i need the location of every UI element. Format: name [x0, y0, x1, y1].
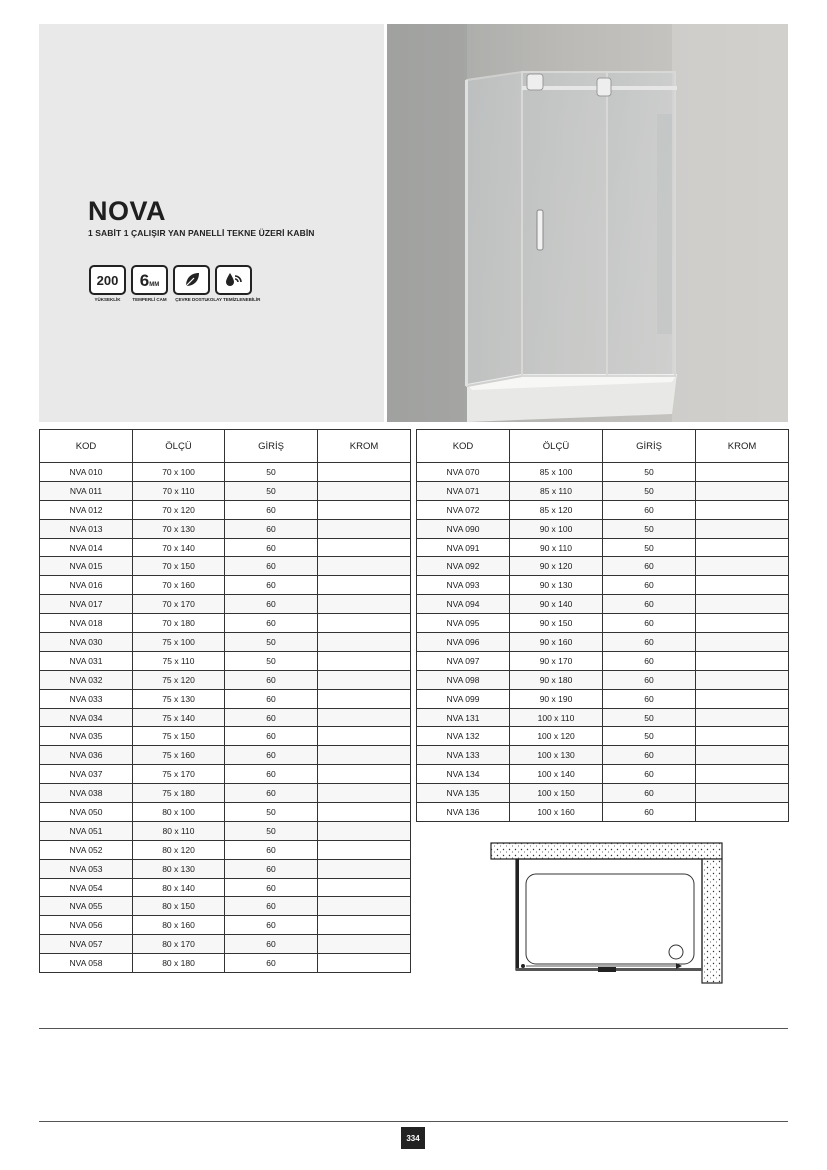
- badge-label: ÇEVRE DOSTU: [175, 297, 208, 302]
- cell-code: NVA 133: [417, 746, 510, 765]
- cell-chrome: [318, 614, 411, 633]
- shower-cabin-illustration: [387, 24, 788, 422]
- cell-code: NVA 018: [40, 614, 133, 633]
- water-drop-icon: [224, 270, 244, 290]
- cell-entry: 50: [225, 651, 318, 670]
- cell-entry: 50: [225, 821, 318, 840]
- table-row: [417, 481, 789, 500]
- cell-chrome: [696, 803, 789, 822]
- feature-badges: [89, 265, 261, 302]
- cell-entry: 60: [603, 633, 696, 652]
- eco-badge: [173, 265, 210, 302]
- table-row: [40, 935, 411, 954]
- table-row: [40, 954, 411, 973]
- cell-entry: 60: [225, 708, 318, 727]
- cell-chrome: [318, 765, 411, 784]
- cell-size: 90 x 150: [510, 614, 603, 633]
- cell-chrome: [318, 784, 411, 803]
- table-row: [417, 595, 789, 614]
- cell-chrome: [318, 708, 411, 727]
- table-row: [40, 821, 411, 840]
- cell-size: 85 x 120: [510, 500, 603, 519]
- table-row: [417, 614, 789, 633]
- table-row: [417, 538, 789, 557]
- cell-size: 75 x 150: [133, 727, 225, 746]
- side-glass-panel: [516, 859, 519, 970]
- glass-thickness-badge: [131, 265, 168, 302]
- cell-size: 80 x 140: [133, 878, 225, 897]
- cell-entry: 60: [225, 954, 318, 973]
- cell-code: NVA 050: [40, 803, 133, 822]
- cell-code: NVA 097: [417, 651, 510, 670]
- cell-entry: 60: [603, 670, 696, 689]
- table-header-row: [40, 430, 411, 463]
- cell-code: NVA 010: [40, 463, 133, 482]
- cell-chrome: [318, 840, 411, 859]
- col-header-code: KOD: [40, 430, 133, 463]
- cell-code: NVA 032: [40, 670, 133, 689]
- table-row: [40, 463, 411, 482]
- cell-code: NVA 052: [40, 840, 133, 859]
- cell-size: 70 x 160: [133, 576, 225, 595]
- cell-size: 90 x 190: [510, 689, 603, 708]
- cell-size: 85 x 100: [510, 463, 603, 482]
- cell-size: 90 x 140: [510, 595, 603, 614]
- table-row: [40, 708, 411, 727]
- door-pivot-mark: [521, 964, 525, 968]
- cell-entry: 50: [225, 463, 318, 482]
- cell-entry: 60: [603, 784, 696, 803]
- cell-entry: 60: [225, 765, 318, 784]
- cell-entry: 60: [603, 576, 696, 595]
- cell-code: NVA 030: [40, 633, 133, 652]
- cell-code: NVA 072: [417, 500, 510, 519]
- cell-size: 70 x 130: [133, 519, 225, 538]
- cell-size: 100 x 110: [510, 708, 603, 727]
- table-row: [40, 670, 411, 689]
- cell-entry: 60: [225, 859, 318, 878]
- warranty-value: 200: [96, 272, 119, 288]
- cell-entry: 60: [603, 803, 696, 822]
- table-header-row: [417, 430, 789, 463]
- col-header-chrome: KROM: [696, 430, 789, 463]
- col-header-code: KOD: [417, 430, 510, 463]
- cell-size: 75 x 140: [133, 708, 225, 727]
- product-title: NOVA: [88, 196, 167, 226]
- cell-size: 70 x 110: [133, 481, 225, 500]
- cell-chrome: [318, 878, 411, 897]
- cell-entry: 60: [225, 576, 318, 595]
- thickness-unit: MM: [149, 281, 160, 288]
- table-row: [40, 557, 411, 576]
- cell-code: NVA 054: [40, 878, 133, 897]
- table-row: [417, 708, 789, 727]
- cell-code: NVA 036: [40, 746, 133, 765]
- cell-entry: 60: [603, 557, 696, 576]
- table-row: [417, 689, 789, 708]
- cell-code: NVA 014: [40, 538, 133, 557]
- cell-size: 75 x 170: [133, 765, 225, 784]
- cell-entry: 60: [603, 595, 696, 614]
- cell-entry: 50: [225, 803, 318, 822]
- cell-chrome: [318, 916, 411, 935]
- cell-chrome: [318, 633, 411, 652]
- footer-divider-top: [39, 1028, 788, 1029]
- table-row: [40, 840, 411, 859]
- cell-chrome: [318, 670, 411, 689]
- cell-chrome: [318, 651, 411, 670]
- cell-entry: 50: [603, 463, 696, 482]
- cell-size: 90 x 100: [510, 519, 603, 538]
- badge-label: YÜKSEKLİK: [94, 297, 121, 302]
- col-header-entry: GİRİŞ: [225, 430, 318, 463]
- table-row: [417, 727, 789, 746]
- cell-entry: 60: [225, 935, 318, 954]
- cell-chrome: [696, 727, 789, 746]
- cell-chrome: [696, 519, 789, 538]
- cell-code: NVA 096: [417, 633, 510, 652]
- cell-entry: 60: [225, 689, 318, 708]
- easy-clean-badge: [206, 265, 261, 302]
- cell-entry: 60: [225, 538, 318, 557]
- cell-entry: 60: [225, 840, 318, 859]
- cell-chrome: [696, 538, 789, 557]
- cell-chrome: [696, 500, 789, 519]
- cell-chrome: [318, 935, 411, 954]
- cell-chrome: [696, 784, 789, 803]
- cell-size: 75 x 180: [133, 784, 225, 803]
- cell-entry: 60: [225, 614, 318, 633]
- cell-code: NVA 058: [40, 954, 133, 973]
- cell-chrome: [696, 633, 789, 652]
- cell-size: 70 x 150: [133, 557, 225, 576]
- cell-code: NVA 015: [40, 557, 133, 576]
- cell-code: NVA 091: [417, 538, 510, 557]
- cell-code: NVA 056: [40, 916, 133, 935]
- cell-entry: 50: [603, 538, 696, 557]
- cell-chrome: [696, 614, 789, 633]
- cell-chrome: [696, 651, 789, 670]
- cell-entry: 50: [603, 519, 696, 538]
- cell-size: 80 x 110: [133, 821, 225, 840]
- col-header-entry: GİRİŞ: [603, 430, 696, 463]
- table-row: [40, 614, 411, 633]
- cell-code: NVA 035: [40, 727, 133, 746]
- cell-size: 80 x 160: [133, 916, 225, 935]
- cell-size: 90 x 110: [510, 538, 603, 557]
- table-row: [40, 784, 411, 803]
- cell-size: 75 x 100: [133, 633, 225, 652]
- cell-code: NVA 037: [40, 765, 133, 784]
- cell-entry: 50: [225, 633, 318, 652]
- cell-size: 80 x 180: [133, 954, 225, 973]
- cell-chrome: [696, 463, 789, 482]
- drain-icon: [669, 945, 683, 959]
- cell-code: NVA 131: [417, 708, 510, 727]
- cell-entry: 60: [225, 916, 318, 935]
- cell-entry: 60: [603, 500, 696, 519]
- cell-chrome: [318, 859, 411, 878]
- door-handle-mark: [598, 967, 616, 972]
- table-row: [40, 538, 411, 557]
- cell-size: 100 x 140: [510, 765, 603, 784]
- cell-chrome: [318, 557, 411, 576]
- table-row: [40, 481, 411, 500]
- cell-size: 70 x 140: [133, 538, 225, 557]
- cell-chrome: [696, 746, 789, 765]
- cell-code: NVA 094: [417, 595, 510, 614]
- cell-code: NVA 057: [40, 935, 133, 954]
- cell-code: NVA 136: [417, 803, 510, 822]
- table-row: [417, 633, 789, 652]
- cell-size: 75 x 120: [133, 670, 225, 689]
- cell-code: NVA 053: [40, 859, 133, 878]
- table-row: [40, 651, 411, 670]
- table-row: [40, 595, 411, 614]
- cell-chrome: [318, 500, 411, 519]
- table-row: [417, 500, 789, 519]
- cell-size: 90 x 180: [510, 670, 603, 689]
- cell-size: 70 x 100: [133, 463, 225, 482]
- table-row: [417, 746, 789, 765]
- cell-code: NVA 134: [417, 765, 510, 784]
- cell-entry: 60: [225, 500, 318, 519]
- table-row: [40, 500, 411, 519]
- table-row: [417, 557, 789, 576]
- cell-code: NVA 070: [417, 463, 510, 482]
- cell-entry: 50: [603, 727, 696, 746]
- cell-chrome: [318, 954, 411, 973]
- cell-code: NVA 031: [40, 651, 133, 670]
- cell-entry: 60: [603, 746, 696, 765]
- cell-chrome: [318, 576, 411, 595]
- cell-entry: 50: [603, 481, 696, 500]
- table-row: [40, 727, 411, 746]
- cell-entry: 60: [225, 746, 318, 765]
- cell-code: NVA 012: [40, 500, 133, 519]
- cell-code: NVA 017: [40, 595, 133, 614]
- cell-chrome: [696, 576, 789, 595]
- cell-chrome: [318, 519, 411, 538]
- table-row: [417, 765, 789, 784]
- cell-code: NVA 099: [417, 689, 510, 708]
- col-header-size: ÖLÇÜ: [133, 430, 225, 463]
- cell-chrome: [318, 746, 411, 765]
- cell-chrome: [318, 727, 411, 746]
- cell-size: 70 x 170: [133, 595, 225, 614]
- cell-chrome: [318, 689, 411, 708]
- cell-chrome: [318, 803, 411, 822]
- cell-code: NVA 011: [40, 481, 133, 500]
- cell-size: 90 x 120: [510, 557, 603, 576]
- cell-entry: 60: [603, 765, 696, 784]
- col-header-size: ÖLÇÜ: [510, 430, 603, 463]
- cell-size: 100 x 130: [510, 746, 603, 765]
- table-row: [40, 746, 411, 765]
- cell-entry: 60: [603, 651, 696, 670]
- cell-code: NVA 038: [40, 784, 133, 803]
- cell-chrome: [318, 897, 411, 916]
- product-table-right: [416, 429, 789, 822]
- cell-chrome: [318, 821, 411, 840]
- cell-size: 100 x 150: [510, 784, 603, 803]
- cell-entry: 60: [603, 689, 696, 708]
- cell-chrome: [318, 538, 411, 557]
- cell-entry: 50: [225, 481, 318, 500]
- cell-size: 80 x 120: [133, 840, 225, 859]
- cell-entry: 60: [225, 897, 318, 916]
- cell-chrome: [696, 595, 789, 614]
- cell-code: NVA 090: [417, 519, 510, 538]
- page-number: 334: [401, 1127, 425, 1149]
- cell-chrome: [318, 481, 411, 500]
- cell-code: NVA 092: [417, 557, 510, 576]
- cell-entry: 60: [603, 614, 696, 633]
- col-header-chrome: KROM: [318, 430, 411, 463]
- cell-size: 75 x 160: [133, 746, 225, 765]
- cell-size: 90 x 160: [510, 633, 603, 652]
- cell-entry: 60: [225, 557, 318, 576]
- cell-chrome: [696, 708, 789, 727]
- warranty-badge: [89, 265, 126, 302]
- cell-size: 100 x 120: [510, 727, 603, 746]
- table-row: [417, 576, 789, 595]
- cell-chrome: [696, 670, 789, 689]
- cell-code: NVA 033: [40, 689, 133, 708]
- table-row: [417, 803, 789, 822]
- table-row: [40, 633, 411, 652]
- badge-label: KOLAY TEMİZLENEBİLİR: [206, 297, 261, 302]
- cell-size: 90 x 170: [510, 651, 603, 670]
- leaf-icon: [182, 270, 202, 290]
- cell-chrome: [696, 765, 789, 784]
- cell-entry: 60: [225, 784, 318, 803]
- cell-code: NVA 016: [40, 576, 133, 595]
- table-row: [40, 576, 411, 595]
- table-row: [40, 803, 411, 822]
- product-table-left: [39, 429, 411, 973]
- cell-entry: 60: [225, 595, 318, 614]
- cell-entry: 60: [225, 878, 318, 897]
- cell-code: NVA 055: [40, 897, 133, 916]
- cell-code: NVA 093: [417, 576, 510, 595]
- cell-size: 80 x 100: [133, 803, 225, 822]
- cell-size: 75 x 130: [133, 689, 225, 708]
- footer-divider-bottom: [39, 1121, 788, 1122]
- badge-label: TEMPERLİ CAM: [132, 297, 167, 302]
- wall-right-hatch: [702, 859, 722, 983]
- cell-size: 100 x 160: [510, 803, 603, 822]
- cell-size: 85 x 110: [510, 481, 603, 500]
- table-row: [417, 784, 789, 803]
- cell-size: 70 x 120: [133, 500, 225, 519]
- cell-size: 80 x 170: [133, 935, 225, 954]
- cell-code: NVA 051: [40, 821, 133, 840]
- cell-code: NVA 098: [417, 670, 510, 689]
- table-row: [40, 897, 411, 916]
- cell-entry: 60: [225, 519, 318, 538]
- cabin-top-view-diagram: [490, 842, 723, 984]
- product-photo: [387, 24, 788, 422]
- cell-entry: 60: [225, 727, 318, 746]
- cell-chrome: [696, 481, 789, 500]
- cell-chrome: [318, 463, 411, 482]
- cell-size: 90 x 130: [510, 576, 603, 595]
- cell-size: 75 x 110: [133, 651, 225, 670]
- table-row: [40, 916, 411, 935]
- table-row: [417, 651, 789, 670]
- cell-code: NVA 034: [40, 708, 133, 727]
- cell-code: NVA 132: [417, 727, 510, 746]
- cell-entry: 60: [225, 670, 318, 689]
- cell-size: 80 x 130: [133, 859, 225, 878]
- table-row: [417, 463, 789, 482]
- cell-size: 70 x 180: [133, 614, 225, 633]
- cell-code: NVA 071: [417, 481, 510, 500]
- table-row: [40, 689, 411, 708]
- cell-chrome: [318, 595, 411, 614]
- cell-chrome: [696, 557, 789, 576]
- thickness-value: 6: [139, 270, 150, 290]
- table-row: [40, 765, 411, 784]
- cell-chrome: [696, 689, 789, 708]
- cell-code: NVA 095: [417, 614, 510, 633]
- table-row: [40, 519, 411, 538]
- product-subtitle: 1 SABİT 1 ÇALIŞIR YAN PANELLİ TEKNE ÜZERİ KABİN: [88, 228, 315, 238]
- cell-entry: 50: [603, 708, 696, 727]
- cell-code: NVA 013: [40, 519, 133, 538]
- wall-top-hatch: [491, 843, 722, 859]
- cell-code: NVA 135: [417, 784, 510, 803]
- table-row: [417, 519, 789, 538]
- table-row: [40, 859, 411, 878]
- table-row: [40, 878, 411, 897]
- cell-size: 80 x 150: [133, 897, 225, 916]
- shower-tray: [516, 859, 702, 970]
- table-row: [417, 670, 789, 689]
